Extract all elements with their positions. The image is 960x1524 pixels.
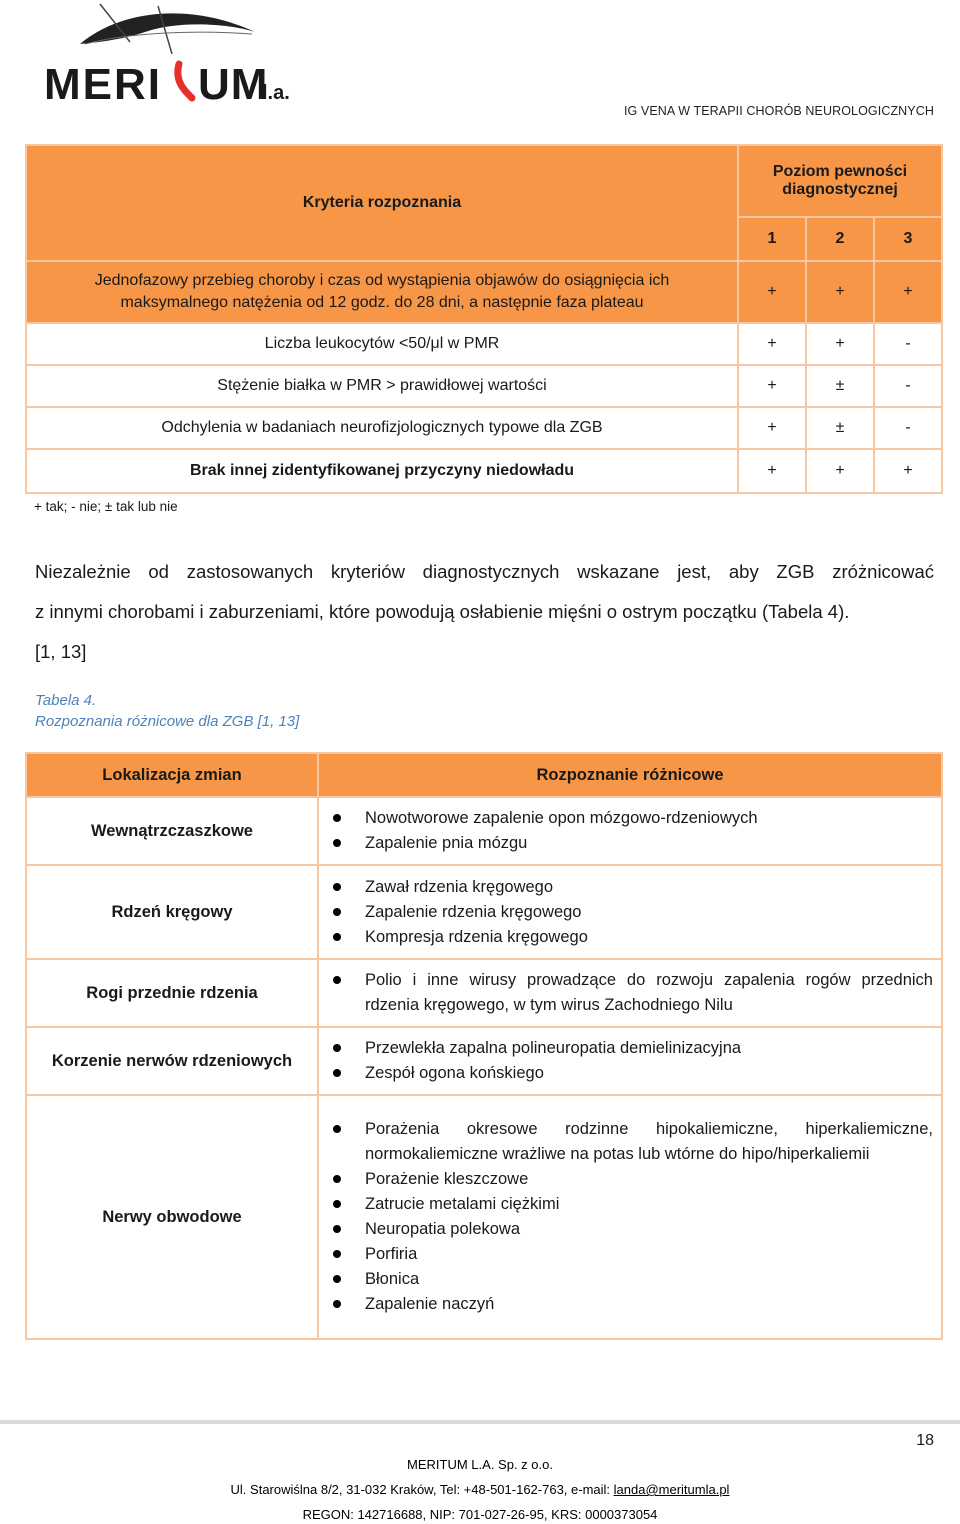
list-item: Zawał rdzenia kręgowego [319,875,933,900]
footer-divider [0,1420,960,1424]
footer-address: Ul. Starowiślna 8/2, 31-032 Kraków, Tel: +48-501-162-763, e-mail: [230,1482,614,1497]
table-row [26,449,942,493]
table-row [26,365,942,407]
caption-title: Rozpoznania różnicowe dla ZGB [1, 13] [35,713,300,730]
level-value: ± [806,407,874,449]
table-row [26,1095,942,1339]
list-item: Kompresja rdzenia kręgowego [319,925,933,950]
footer-registry: REGON: 142716688, NIP: 701-027-26-95, KRS: 0000373054 [302,1507,658,1522]
criterion-text: Stężenie białka w PMR > prawidłowej wartości [26,365,738,407]
criterion-text: Brak innej zidentyfikowanej przyczyny niedowładu [26,449,738,493]
list-item: Zatrucie metalami ciężkimi [319,1192,933,1217]
table-caption [35,690,299,732]
criterion-text: Liczba leukocytów <50/μl w PMR [26,323,738,365]
level-value: - [874,323,942,365]
list-item: Porażenie kleszczowe [319,1167,933,1192]
list-item: Zapalenie naczyń [319,1292,933,1317]
level-value: ± [806,365,874,407]
paragraph-line: [1, 13] [35,641,87,662]
level-value: + [806,449,874,493]
page-number: 18 [916,1432,934,1449]
location-cell: Rdzeń kręgowy [26,865,318,959]
body-paragraph [35,552,934,672]
list-item: Zapalenie pnia mózgu [319,831,933,856]
footer [0,1452,960,1524]
diagnosis-list [319,1030,941,1092]
meritum-logo [40,2,305,106]
table-row [26,959,942,1027]
table-legend: + tak; - nie; ± tak lub nie [34,499,178,514]
col-level-header: Poziom pewności diagnostycznej [738,145,942,217]
footer-address-line [0,1477,960,1502]
svg-text:MERI: MERI [44,60,162,106]
level-2-header: 2 [806,217,874,261]
paragraph-line: z innymi chorobami i zaburzeniami, które powodują osłabienie mięśni o ostrym początku (Tabela 4). [35,601,850,622]
list-item: Przewlekła zapalna polineuropatia demielinizacyjna [319,1036,933,1061]
footer-company: MERITUM L.A. Sp. z o.o. [407,1457,553,1472]
location-cell: Wewnątrzczaszkowe [26,797,318,865]
level-value: + [806,323,874,365]
footer-email-link[interactable]: landa@meritumla.pl [613,1482,730,1497]
list-item: Neuropatia polekowa [319,1217,933,1242]
criterion-text: Odchylenia w badaniach neurofizjologicznych typowe dla ZGB [26,407,738,449]
level-value: - [874,407,942,449]
col-location-header: Lokalizacja zmian [26,753,318,797]
document-title: IG VENA W TERAPII CHORÓB NEUROLOGICZNYCH [623,104,934,118]
list-item: Nowotworowe zapalenie opon mózgowo-rdzeniowych [319,806,933,831]
svg-text:UM: UM [198,60,269,106]
list-item: Zespół ogona końskiego [319,1061,933,1086]
paragraph-line: Niezależnie od zastosowanych kryteriów diagnostycznych wskazane jest, aby ZGB zróżnicować [35,561,934,582]
diagnosis-list [319,869,941,956]
location-cell: Rogi przednie rdzenia [26,959,318,1027]
table-row [26,323,942,365]
level-value: + [738,449,806,493]
diagnosis-list [319,1111,941,1323]
table-row [26,797,942,865]
svg-text:l.a.: l.a. [262,82,290,104]
col-criteria-header: Kryteria rozpoznania [26,145,738,261]
criterion-text: Jednofazowy przebieg choroby i czas od wystąpienia objawów do osiągnięcia ich [94,272,670,289]
level-value: + [874,261,942,323]
level-value: - [874,365,942,407]
table-row [26,1027,942,1095]
level-value: + [806,261,874,323]
level-value: + [874,449,942,493]
criteria-table [25,144,943,494]
list-item: Zapalenie rdzenia kręgowego [319,900,933,925]
list-item: Porfiria [319,1242,933,1267]
diagnosis-list [319,800,941,862]
list-item: Porażenia okresowe rodzinne hipokaliemiczne, hiperkaliemiczne, normokaliemiczne wrażliwe na potas lub wtórne do hipo/hiperkaliemii [319,1117,933,1167]
level-value: + [738,407,806,449]
criterion-text: maksymalnego natężenia od 12 godz. do 28 dni, a następnie faza plateau [120,294,644,311]
level-value: + [738,323,806,365]
col-diagnosis-header: Rozpoznanie różnicowe [318,753,942,797]
location-cell: Korzenie nerwów rdzeniowych [26,1027,318,1095]
level-value: + [738,365,806,407]
differential-table [25,752,943,1340]
level-1-header: 1 [738,217,806,261]
table-row [26,407,942,449]
level-value: + [738,261,806,323]
list-item: Błonica [319,1267,933,1292]
level-3-header: 3 [874,217,942,261]
caption-label: Tabela 4. [35,692,97,709]
list-item: Polio i inne wirusy prowadzące do rozwoju zapalenia rogów przednich rdzenia kręgowego, w tym wirus Zachodniego Nilu [319,968,933,1018]
table-row [26,261,942,323]
diagnosis-list [319,962,941,1024]
table-row [26,865,942,959]
location-cell: Nerwy obwodowe [26,1095,318,1339]
